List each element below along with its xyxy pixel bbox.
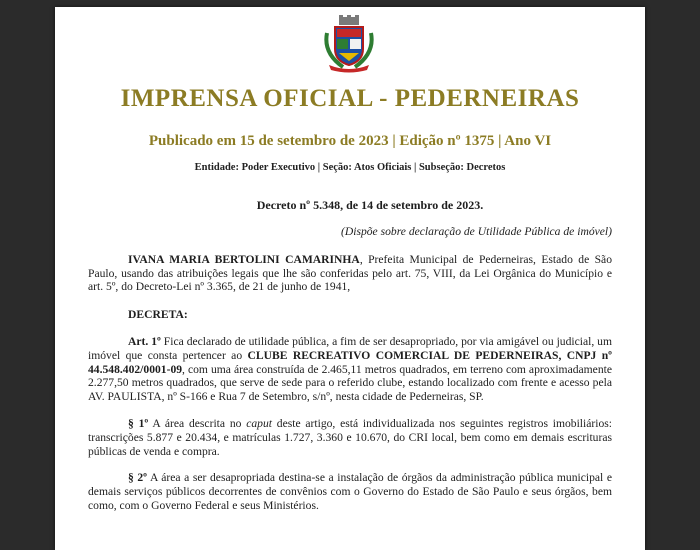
publication-subtitle: Publicado em 15 de setembro de 2023 | Edição nº 1375 | Ano VI [148, 133, 552, 149]
publication-title: IMPRENSA OFICIAL - PEDERNEIRAS [120, 85, 580, 112]
decreta-heading: DECRETA: [128, 308, 188, 322]
paragraph-2 [88, 471, 612, 512]
mayor-name: IVANA MARIA BERTOLINI CAMARINHA [128, 252, 360, 266]
article-1-owner: CLUBE RECREATIVO COMERCIAL DE PEDERNEIRAS, CNPJ nº 44.548.402/0001-09 [88, 348, 612, 376]
preamble-text: , Prefeita Municipal de Pederneiras, Estado de São Paulo, usando das atribuições legais que lhe são conferidas pelo art. 75, VIII, da Lei Orgânica do Município e art. 5º, do Decreto-Lei nº 3.365, de 21 de junho de 1941, [88, 252, 613, 294]
paragraph-1-italic: caput [246, 416, 272, 430]
paragraph-2-label: § 2º [128, 471, 148, 485]
article-1-label: Art. 1º [128, 334, 161, 348]
article-1-text-a: Fica declarado de utilidade pública, a fim de ser desapropriado, por via amigável ou judicial, um imóvel que consta pertencer ao [88, 334, 612, 362]
decree-ementa: (Dispõe sobre declaração de Utilidade Pública de imóvel) [341, 224, 612, 238]
article-1 [88, 335, 612, 404]
publication-meta: Entidade: Poder Executivo | Seção: Atos Oficiais | Subseção: Decretos [194, 162, 506, 173]
decree-title: Decreto nº 5.348, de 14 de setembro de 2023. [256, 198, 484, 212]
article-1-text-b: , com uma área construída de 2.465,11 metros quadrados, em terreno com aproximadamente 2.277,50 metros quadrados, que serve de sede para o referido clube, estando localizado com frente e acesso pela AV. PAULISTA, nº S-166 e Rua 7 de Setembro, s/nº, nesta cidade de Pederneiras, SP. [88, 362, 612, 404]
decree-body [88, 199, 612, 513]
paragraph-1-text-a: A área descrita no [148, 416, 247, 430]
paragraph-1-text-b: deste artigo, está individualizada nos seguintes registros imobiliários: transcrições 5.877 e 20.434, e matrículas 1.727, 3.360 e 10.670, do CRI local, bem como em demais escrituras públicas de venda e compra. [88, 416, 612, 458]
preamble-paragraph [88, 253, 612, 294]
document-page [55, 7, 645, 550]
coat-of-arms-icon [321, 15, 377, 73]
paragraph-1-label: § 1º [128, 416, 149, 430]
paragraph-2-text: A área a ser desapropriada destina-se a instalação de órgãos da administração pública municipal e demais serviços públicos decorrentes de convênios com o Governo do Estado de São Paulo e seus órgãos, bem como, com o Governo Federal e seus Ministérios. [88, 471, 612, 512]
paragraph-1 [88, 417, 612, 458]
